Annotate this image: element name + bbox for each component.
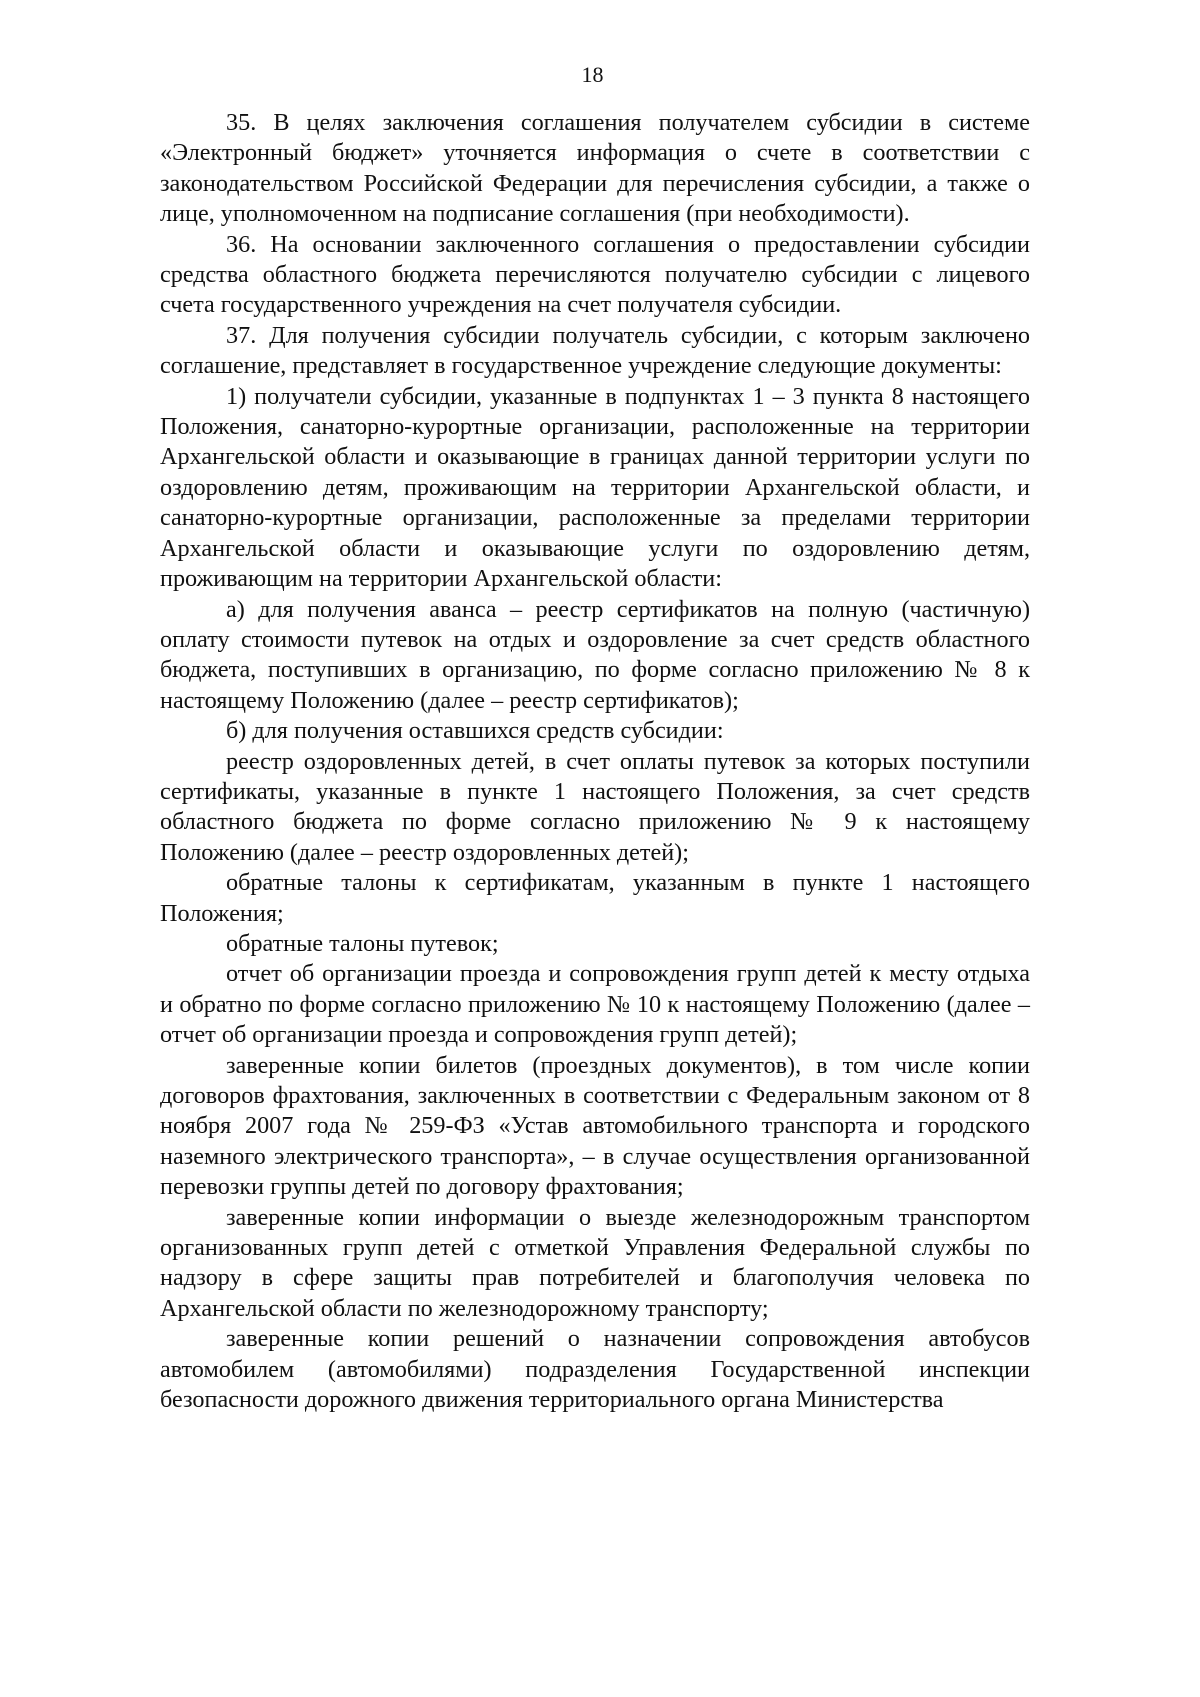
subitem-1: 1) получатели субсидии, указанные в подпунктах 1 – 3 пункта 8 настоящего Положения, санаторно-курортные организации, расположенные на территории Архангельской области и оказывающие в границах данной территории услуги по оздоровлению детям, проживающим на территории Архангельской области, и санаторно-курортные организации, расположенные за пределами территории Архангельской области и оказывающие услуги по оздоровлению детям, проживающим на территории Архангельской области: — [160, 382, 1030, 593]
page-number: 18 — [581, 62, 604, 87]
list-item-ticket-copies: заверенные копии билетов (проездных документов), в том числе копии договоров фрахтования, заключенных в соответствии с Федеральным законом от 8 ноября 2007 года № 259-ФЗ «Устав автомобильного транспорта и городского наземного электрического транспорта», – в случае осуществления организованной перевозки группы детей по договору фрахтования; — [160, 1051, 1030, 1201]
paragraph-37: 37. Для получения субсидии получатель субсидии, с которым заключено соглашение, представляет в государственное учреждение следующие документы: — [160, 321, 1030, 380]
list-item-certificate-coupons: обратные талоны к сертификатам, указанным в пункте 1 настоящего Положения; — [160, 869, 1030, 927]
list-item-travel-report: отчет об организации проезда и сопровождения групп детей к месту отдыха и обратно по форме согласно приложению № 10 к настоящему Положению (далее – отчет об организации проезда и сопровождения групп детей); — [160, 960, 1030, 1049]
list-item-voucher-coupons: обратные талоны путевок; — [226, 929, 499, 957]
list-item-registry: реестр оздоровленных детей, в счет оплаты путевок за которых поступили сертификаты, указанные в пункте 1 настоящего Положения, за счет средств областного бюджета по форме согласно приложению № 9 к настоящему Положению (далее – реестр оздоровленных детей); — [160, 747, 1030, 866]
document-body — [160, 108, 1030, 1415]
subitem-b: б) для получения оставшихся средств субсидии: — [226, 717, 724, 745]
list-item-escort-decisions: заверенные копии решений о назначении сопровождения автобусов автомобилем (автомобилями) подразделения Государственной инспекции безопасности дорожного движения территориального органа Министерства — [160, 1325, 1030, 1414]
paragraph-36: 36. На основании заключенного соглашения о предоставлении субсидии средства областного бюджета перечисляются получателю субсидии с лицевого счета государственного учреждения на счет получателя субсидии. — [160, 230, 1030, 319]
paragraph-35: 35. В целях заключения соглашения получателем субсидии в системе «Электронный бюджет» уточняется информация о счете в соответствии с законодательством Российской Федерации для перечисления субсидии, а также о лице, уполномоченном на подписание соглашения (при необходимости). — [160, 109, 1030, 228]
list-item-railway-info: заверенные копии информации о выезде железнодорожным транспортом организованных групп детей с отметкой Управления Федеральной службы по надзору в сфере защиты прав потребителей и благополучия человека по Архангельской области по железнодорожному транспорту; — [160, 1203, 1030, 1322]
subitem-a: а) для получения аванса – реестр сертификатов на полную (частичную) оплату стоимости путевок на отдых и оздоровление за счет средств областного бюджета, поступивших в организацию, по форме согласно приложению № 8 к настоящему Положению (далее – реестр сертификатов); — [160, 595, 1030, 714]
